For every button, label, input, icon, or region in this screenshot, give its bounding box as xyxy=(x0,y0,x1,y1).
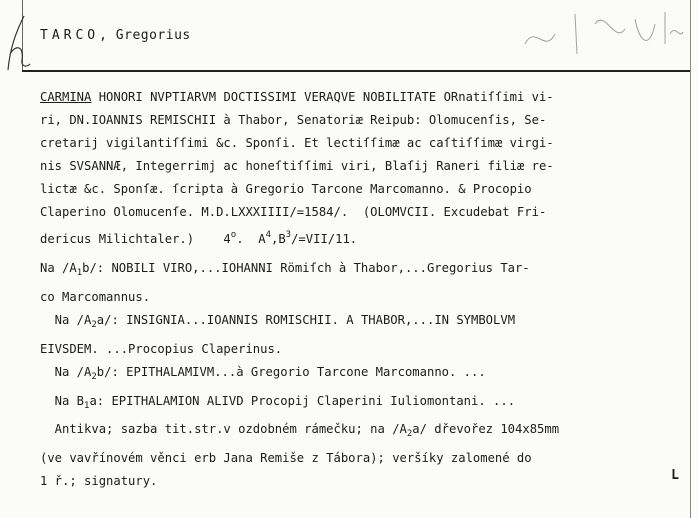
card-top-rule xyxy=(22,70,691,72)
handwritten-ink-mark xyxy=(4,14,34,74)
note-line: Na /A xyxy=(40,365,92,379)
note-line: a: EPITHALAMION ALIVD Procopij Claperini Iuliomontani. ... xyxy=(89,393,516,408)
note-line: EIVSDEM. ...Procopius Claperinus. xyxy=(40,341,283,356)
description-subscript: 2 xyxy=(406,429,413,439)
entry-line: cretarij vigilantiſſimi &c. Sponſi. Et lectiſſimæ ac caſtiſſimæ virgi- xyxy=(40,136,554,150)
leaf-notes xyxy=(40,257,680,418)
note-subscript: 1 xyxy=(76,268,83,278)
title-keyword: CARMINA xyxy=(40,90,92,104)
author-given-name: , Gregorius xyxy=(99,28,191,43)
card-right-edge xyxy=(690,0,691,518)
note-line: Na /A xyxy=(40,313,92,327)
entry-line: /=VII/11. xyxy=(291,232,358,246)
corner-letter-mark: L xyxy=(671,468,679,483)
format-degree: o xyxy=(230,230,237,240)
note-subscript: 2 xyxy=(91,372,97,382)
note-line: a/: INSIGNIA...IOANNIS ROMISCHII. A THABOR,...IN SYMBOLVM xyxy=(96,313,516,327)
description-line: 1 ř.; signatury. xyxy=(40,474,158,488)
description-line: (ve vavřínovém věnci erb Jana Remiše z Tábora); veršíky zalomené do xyxy=(40,450,532,465)
physical-description xyxy=(40,418,680,494)
note-line: Na /A xyxy=(40,261,77,275)
note-subscript: 2 xyxy=(91,320,97,330)
note-line: b/: NOBILI VIRO,...IOHANNI Römiſch à Thabor,...Gregorius Tar- xyxy=(82,261,530,275)
entry-line: ri, DN.IOANNIS REMISCHII à Thabor, Senatoriæ Reipub: Olomucenſis, Se- xyxy=(40,113,547,127)
bibliographic-entry xyxy=(40,86,662,251)
note-line: co Marcomannus. xyxy=(40,289,151,304)
entry-line: . A xyxy=(236,232,266,246)
entry-line: HONORI NVPTIARVM DOCTISSIMI VERAQVE NOBILITATE ORnatiſſimi vi- xyxy=(91,90,554,104)
entry-line: dericus Milichtaler.) 4 xyxy=(40,232,231,246)
note-subscript: 1 xyxy=(84,400,90,411)
note-line: b/: EPITHALAMIVM...à Gregorio Tarcone Marcomanno. ... xyxy=(96,365,486,379)
note-line: Na B xyxy=(40,393,85,408)
handwritten-scribble xyxy=(515,4,685,64)
card-heading xyxy=(40,28,191,43)
entry-line: Claperino Olomucenſe. M.D.LXXXIIII/=1584/. (OLOMVCII. Excudebat Fri- xyxy=(40,205,547,219)
author-surname: TARCO xyxy=(40,28,100,43)
description-line: a/ dřevořez 104x85mm xyxy=(412,422,560,436)
description-line: Antikva; sazba tit.str.v ozdobném rámečku; na /A xyxy=(40,422,407,436)
signature-superscript: 3 xyxy=(285,230,292,240)
signature-superscript: 4 xyxy=(265,230,271,240)
entry-line: lictæ &c. Sponſæ. ſcripta à Gregorio Tarcone Marcomanno. & Procopio xyxy=(40,182,532,196)
entry-line: nis SVSANNÆ, Integerrimj ac honeſtiſſimi viri, Blaſij Raneri filiæ re- xyxy=(40,159,554,173)
entry-line: ,B xyxy=(270,232,286,246)
